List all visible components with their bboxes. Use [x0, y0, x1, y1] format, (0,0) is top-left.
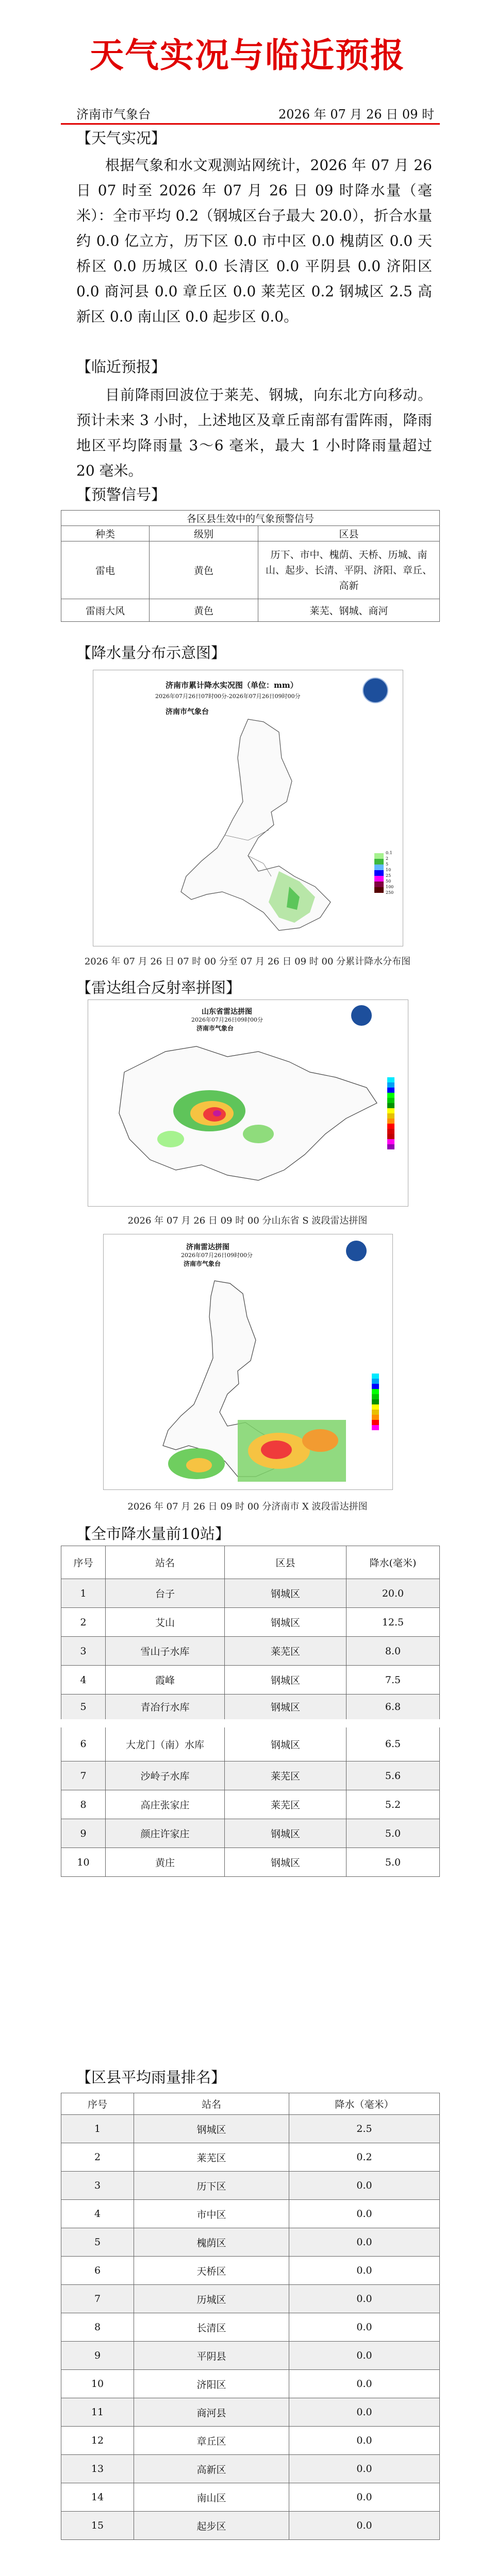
rain-legend [374, 851, 394, 895]
row-index: 4 [61, 2200, 134, 2228]
table-row [61, 2172, 440, 2200]
legend-label: 2 [386, 856, 389, 861]
station-name: 黄庄 [106, 1848, 225, 1877]
section-nowcast-heading: 【临近预报】 [76, 358, 167, 376]
legend-label: 0.1 [386, 851, 392, 855]
district-ranking-table [61, 2093, 440, 2540]
row-index: 6 [61, 2257, 134, 2285]
row-index: 8 [61, 2313, 134, 2342]
table-row [61, 2285, 440, 2313]
district-name: 莱芜区 [225, 1761, 346, 1790]
district-name: 莱芜区 [134, 2143, 289, 2172]
rainfall-value: 0.0 [289, 2398, 440, 2427]
station-name: 雪山子水库 [106, 1637, 225, 1666]
header-rule [61, 123, 440, 125]
warning-header-level: 级别 [150, 526, 258, 541]
row-index: 6 [61, 1723, 106, 1761]
section-actual-heading: 【天气实况】 [76, 129, 167, 147]
radar2-org: 济南市气象台 [184, 1260, 221, 1267]
rainfall-value: 5.2 [346, 1790, 440, 1819]
radar1-legend [387, 1077, 394, 1149]
table-row [61, 1819, 440, 1848]
station-name: 大龙门（南）水库 [106, 1723, 225, 1761]
rainfall-value: 6.5 [346, 1723, 440, 1761]
rainfall-value: 5.6 [346, 1761, 440, 1790]
table-row [61, 2313, 440, 2342]
report-title: 天气实况与临近预报 [90, 35, 405, 75]
table-row [61, 2200, 440, 2228]
rainfall-value: 12.5 [346, 1608, 440, 1637]
district-header: 序号 [61, 2093, 134, 2115]
top10-stations-table [61, 1546, 440, 1877]
table-row [61, 2228, 440, 2257]
radar2-caption: 2026 年 07 月 26 日 09 时 00 分济南市 X 波段雷达拼图 [127, 1501, 368, 1512]
rainfall-value: 0.0 [289, 2285, 440, 2313]
radar1-time: 2026年07月26日09时00分 [191, 1016, 263, 1023]
radar1-org: 济南市气象台 [196, 1025, 234, 1032]
rain-map-caption: 2026 年 07 月 26 日 07 时 00 分至 07 月 26 日 09 时 00 分累计降水分布图 [84, 956, 411, 967]
district-name: 莱芜区 [225, 1637, 346, 1666]
warning-row-type: 雷电 [61, 541, 150, 599]
district-name: 钢城区 [225, 1848, 346, 1877]
rainfall-value: 0.0 [289, 2512, 440, 2540]
district-name: 钢城区 [225, 1723, 346, 1761]
row-index: 15 [61, 2512, 134, 2540]
rain-map-title: 济南市累计降水实况图（单位：mm） [166, 681, 298, 690]
table-row [61, 2342, 440, 2370]
district-name: 高新区 [134, 2455, 289, 2483]
table-row [61, 2483, 440, 2512]
shandong-radar-map [88, 1000, 408, 1206]
rainfall-value: 0.0 [289, 2427, 440, 2455]
district-header: 站名 [134, 2093, 289, 2115]
row-index: 9 [61, 2342, 134, 2370]
section-district-heading: 【区县平均雨量排名】 [76, 2069, 226, 2086]
row-index: 12 [61, 2427, 134, 2455]
rainfall-value: 0.2 [289, 2143, 440, 2172]
rain-distribution-map [93, 670, 403, 946]
district-header: 降水（毫米） [289, 2093, 440, 2115]
row-index: 5 [61, 2228, 134, 2257]
station-name: 青冶行水库 [106, 1694, 225, 1723]
district-name: 莱芜区 [225, 1790, 346, 1819]
district-name: 历城区 [134, 2285, 289, 2313]
jinan-district-outline [93, 670, 403, 946]
shandong-radar-mosaic [88, 999, 408, 1207]
section-radar-heading: 【雷达组合反射率拼图】 [76, 979, 241, 996]
row-index: 2 [61, 2143, 134, 2172]
district-name: 钢城区 [225, 1694, 346, 1723]
top10-header: 序号 [61, 1546, 106, 1579]
rain-map-period: 2026年07月26日07时00分-2026年07月26日09时00分 [155, 693, 301, 700]
radar1-title: 山东省雷达拼图 [202, 1008, 252, 1016]
warning-table [61, 510, 440, 622]
table-row [61, 2257, 440, 2285]
district-name: 钢城区 [225, 1666, 346, 1694]
row-index: 1 [61, 2115, 134, 2143]
row-index: 5 [61, 1694, 106, 1723]
legend-label: 50 [386, 879, 391, 884]
row-index: 3 [61, 2172, 134, 2200]
warning-header-areas: 区县 [258, 526, 440, 541]
legend-label: 25 [386, 873, 391, 878]
row-index: 10 [61, 1848, 106, 1877]
district-name: 章丘区 [134, 2427, 289, 2455]
district-name: 天桥区 [134, 2257, 289, 2285]
station-name: 霞峰 [106, 1666, 225, 1694]
row-index: 7 [61, 2285, 134, 2313]
row-index: 1 [61, 1579, 106, 1608]
station-name: 艾山 [106, 1608, 225, 1637]
station-name: 高庄张家庄 [106, 1790, 225, 1819]
row-index: 9 [61, 1819, 106, 1848]
table-row [61, 1694, 440, 1723]
jinan-radar-map [104, 1234, 392, 1489]
section-top10-heading: 【全市降水量前10站】 [76, 1525, 230, 1543]
row-index: 4 [61, 1666, 106, 1694]
table-row [61, 1761, 440, 1790]
table-row [61, 2115, 440, 2143]
rainfall-value: 0.0 [289, 2342, 440, 2370]
rainfall-value: 0.0 [289, 2313, 440, 2342]
top10-header: 站名 [106, 1546, 225, 1579]
issuing-org: 济南市气象台 [76, 107, 151, 122]
top10-header: 区县 [225, 1546, 346, 1579]
table-row [61, 1666, 440, 1694]
rainfall-value: 5.0 [346, 1848, 440, 1877]
table-row [61, 1608, 440, 1637]
station-name: 颜庄许家庄 [106, 1819, 225, 1848]
row-index: 2 [61, 1608, 106, 1637]
rainfall-value: 0.0 [289, 2370, 440, 2398]
district-name: 槐荫区 [134, 2228, 289, 2257]
district-name: 平阴县 [134, 2342, 289, 2370]
table-row [61, 1637, 440, 1666]
row-index: 8 [61, 1790, 106, 1819]
row-index: 13 [61, 2455, 134, 2483]
legend-label: 10 [386, 868, 391, 872]
district-name: 钢城区 [225, 1608, 346, 1637]
rainfall-value: 20.0 [346, 1579, 440, 1608]
radar2-title: 济南雷达拼图 [186, 1243, 229, 1251]
table-row [61, 1579, 440, 1608]
rainfall-value: 0.0 [289, 2172, 440, 2200]
station-name: 沙岭子水库 [106, 1761, 225, 1790]
radar2-legend [372, 1374, 379, 1430]
table-row [61, 2427, 440, 2455]
warning-row-type: 雷雨大风 [61, 599, 150, 622]
district-name: 商河县 [134, 2398, 289, 2427]
section-warning-heading: 【预警信号】 [76, 486, 167, 503]
warning-row-level: 黄色 [150, 541, 258, 599]
district-name: 市中区 [134, 2200, 289, 2228]
row-index: 7 [61, 1761, 106, 1790]
issue-datetime: 2026 年 07 月 26 日 09 时 [278, 107, 435, 122]
district-name: 南山区 [134, 2483, 289, 2512]
warning-row-level: 黄色 [150, 599, 258, 622]
table-row [61, 2370, 440, 2398]
rainfall-value: 5.0 [346, 1819, 440, 1848]
warning-row-areas: 历下、市中、槐荫、天桥、历城、南山、起步、长清、平阴、济阳、章丘、高新 [258, 541, 440, 599]
rainfall-value: 0.0 [289, 2228, 440, 2257]
radar1-caption: 2026 年 07 月 26 日 09 时 00 分山东省 S 波段雷达拼图 [127, 1215, 368, 1226]
nowcast-text: 目前降雨回波位于莱芜、钢城，向东北方向移动。预计未来 3 小时，上述地区及章丘南部有雷阵雨，降雨地区平均降雨量 3～6 毫米，最大 1 小时降雨量超过 20 毫米。 [76, 386, 432, 479]
rainfall-value: 7.5 [346, 1666, 440, 1694]
rainfall-value: 0.0 [289, 2483, 440, 2512]
row-index: 11 [61, 2398, 134, 2427]
warning-header-type: 种类 [61, 526, 150, 541]
row-index: 3 [61, 1637, 106, 1666]
rainfall-value: 0.0 [289, 2257, 440, 2285]
legend-label: 5 [386, 862, 389, 867]
rainfall-value: 0.0 [289, 2200, 440, 2228]
district-name: 历下区 [134, 2172, 289, 2200]
legend-label: 100 [386, 885, 394, 889]
district-name: 钢城区 [225, 1579, 346, 1608]
rainfall-value: 2.5 [289, 2115, 440, 2143]
jinan-radar-mosaic [103, 1234, 393, 1490]
table-row [61, 2143, 440, 2172]
district-name: 济阳区 [134, 2370, 289, 2398]
table-row [61, 1848, 440, 1877]
row-index: 10 [61, 2370, 134, 2398]
rain-map-org: 济南市气象台 [166, 708, 209, 716]
radar2-time: 2026年07月26日09时00分 [181, 1252, 253, 1259]
table-row [61, 2512, 440, 2540]
district-name: 长清区 [134, 2313, 289, 2342]
top10-header: 降水(毫米) [346, 1546, 440, 1579]
table-row [61, 2398, 440, 2427]
rainfall-value: 8.0 [346, 1637, 440, 1666]
warning-table-caption: 各区县生效中的气象预警信号 [61, 511, 440, 526]
station-name: 台子 [106, 1579, 225, 1608]
table-row [61, 2455, 440, 2483]
row-index: 14 [61, 2483, 134, 2512]
district-name: 钢城区 [134, 2115, 289, 2143]
section-rainmap-heading: 【降水量分布示意图】 [76, 644, 226, 662]
table-row [61, 1790, 440, 1819]
district-name: 起步区 [134, 2512, 289, 2540]
rainfall-value: 6.8 [346, 1694, 440, 1723]
actual-weather-text: 根据气象和水文观测站网统计，2026 年 07 月 26 日 07 时至 2026 年 07 月 26 日 09 时降水量（毫米）：全市平均 0.2（钢城区台子最大 20.0），折合水量约 0.0 亿立方，历下区 0.0 市中区 0.0 槐荫区 0.0 天桥区 0.0 历城区 0.0 长清区 0.0 平阴县 0.0 济阳区 0.0 商河县 0.0 章丘区 0.0 莱芜区 0.2 钢城区 2.5 高新区 0.0 南山区 0.0 起步区 0.0。 [76, 157, 432, 325]
legend-label: 250 [386, 890, 394, 895]
district-name: 钢城区 [225, 1819, 346, 1848]
table-row [61, 1723, 440, 1761]
warning-row-areas: 莱芜、钢城、商河 [258, 599, 440, 622]
rainfall-value: 0.0 [289, 2455, 440, 2483]
